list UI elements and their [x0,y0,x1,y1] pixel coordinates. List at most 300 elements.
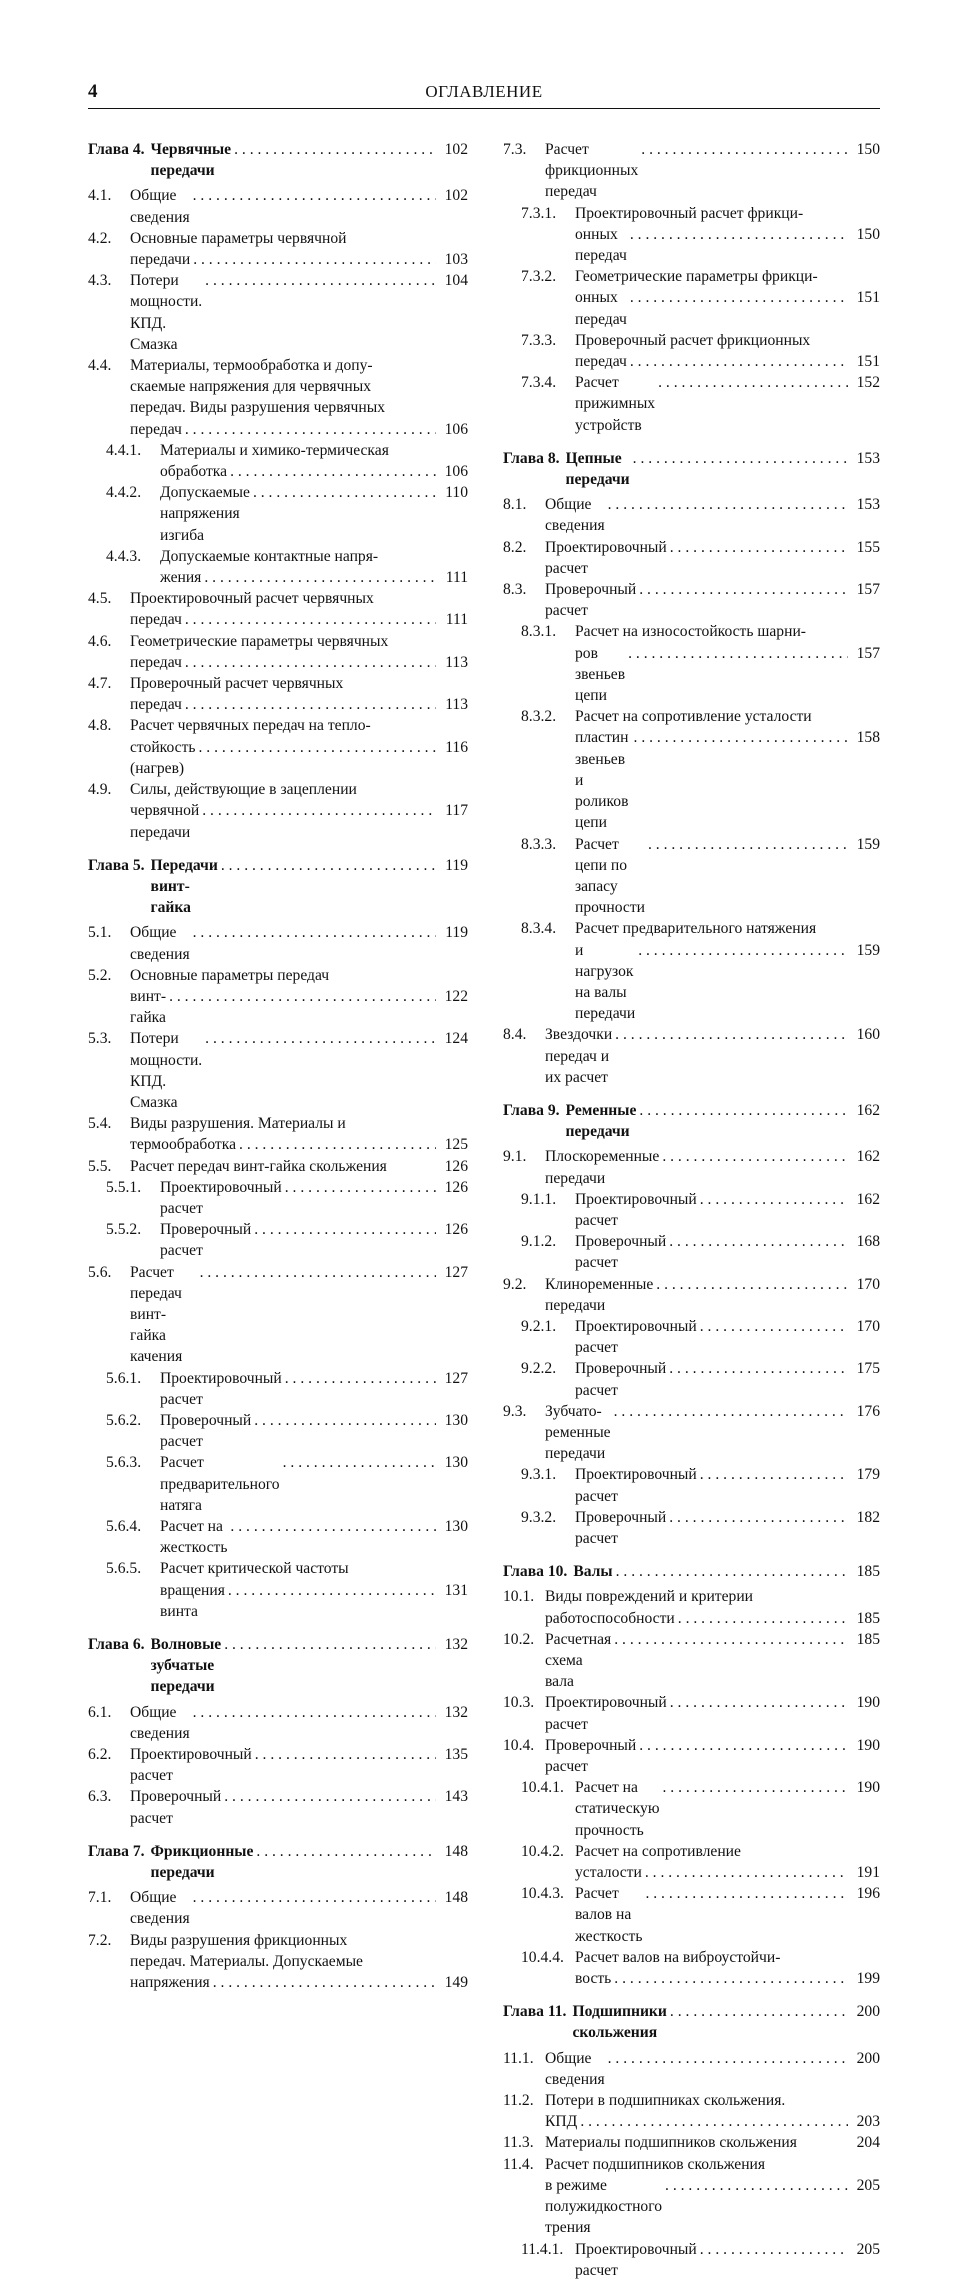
toc-title: вость [575,1970,612,1988]
toc-item[interactable] [503,1883,880,1947]
toc-page-number: 151 [856,353,880,371]
toc-number: 5.4. [88,1115,112,1133]
toc-title: скаемые напряжения для червячных [130,378,372,396]
toc-item[interactable] [503,1146,880,1188]
dot-leader [633,448,848,469]
dot-leader [224,1634,436,1655]
toc-title: передач [130,653,182,671]
toc-item[interactable] [503,1841,880,1883]
dot-leader [200,1262,436,1283]
toc-item[interactable] [88,779,468,843]
toc-page-number: 185 [856,1563,880,1581]
toc-number: 11.1. [503,2049,534,2067]
dot-leader [634,727,848,748]
toc-page-number: 111 [445,611,468,629]
toc-title: Проектировочный расчет [130,1746,256,1785]
toc-item[interactable] [503,1507,880,1549]
dot-leader [639,1735,848,1756]
toc-page-number: 157 [856,581,880,599]
toc-title: жения [160,569,202,587]
toc-number: 9.2. [503,1275,527,1293]
toc-title: Общие сведения [545,2049,605,2088]
toc-title: Общие сведения [130,1889,190,1928]
toc-page-number: 162 [856,1148,880,1166]
toc-item[interactable] [503,918,880,1024]
dot-leader [638,940,848,961]
toc-title: усталости [575,1864,642,1882]
toc-item[interactable] [88,270,468,355]
dot-leader [224,1786,436,1807]
dot-leader [580,2111,848,2132]
toc-item[interactable] [88,1156,468,1177]
toc-number: 4.8. [88,717,112,735]
toc-page-number: 191 [856,1864,880,1882]
toc-title: Плоскоременные передачи [545,1148,664,1187]
toc-number: 5.5.1. [106,1178,142,1196]
toc-title: Проектировочный расчет [545,1694,671,1733]
toc-title: Проектировочный расчет [160,1178,286,1217]
toc-title: Зубчато-ременные передачи [545,1402,615,1463]
toc-item[interactable] [88,1786,468,1828]
toc-number: 4.4.2. [106,484,142,502]
toc-title: ров звеньев цепи [575,644,629,705]
toc-number: 8.2. [503,538,527,556]
dot-leader [630,351,848,372]
toc-title: передач. Материалы. Допускаемые [130,1952,363,1970]
toc-number: 10.4.4. [521,1948,564,1966]
toc-title: Клиноременные передачи [545,1275,658,1314]
toc-chapter[interactable] [503,2001,880,2043]
toc-item[interactable] [503,1189,880,1231]
toc-item[interactable] [88,1113,468,1155]
toc-item[interactable] [503,621,880,706]
toc-page-number: 175 [856,1360,880,1378]
toc-item[interactable] [88,1262,468,1368]
toc-item[interactable] [88,482,468,546]
toc-page-number: 106 [444,463,468,481]
dot-leader [639,579,848,600]
toc-item[interactable] [88,185,468,227]
toc-page-number: 152 [856,374,880,392]
toc-title: Проектировочный расчет [575,1317,701,1357]
toc-number: 7.3.2. [521,268,557,286]
toc-item[interactable] [88,1744,468,1786]
toc-title: Проверочный расчет фрикционных [575,331,811,349]
toc-page-number: 199 [856,1970,880,1988]
dot-leader [256,1841,436,1862]
dot-leader [185,652,436,673]
toc-item[interactable] [88,631,468,673]
toc-title: напряжения [130,1974,210,1992]
dot-leader [670,1692,848,1713]
toc-page-number: 119 [445,856,468,874]
toc-item[interactable] [88,1219,468,1261]
dot-leader [169,986,436,1007]
dot-leader [616,1561,848,1582]
dot-leader [614,1401,848,1422]
toc-page-number: 127 [444,1369,468,1387]
toc-number: Глава 6. [88,1636,145,1654]
toc-title: обработка [160,463,228,481]
dot-leader [255,1744,436,1765]
dot-leader [193,249,436,270]
toc-page-number: 162 [856,1190,880,1208]
toc-item[interactable] [88,1558,468,1622]
toc-item[interactable] [503,2154,880,2239]
dot-leader [665,2175,848,2196]
toc-number: Глава 10. [503,1563,568,1581]
toc-item[interactable] [503,1024,880,1088]
toc-item[interactable] [88,546,468,588]
toc-chapter[interactable] [88,1634,468,1698]
toc-number: 7.2. [88,1931,112,1949]
toc-title: Допускаемые контактные напря- [160,547,379,565]
toc-page-number: 170 [856,1275,880,1293]
toc-column-right [503,139,880,2281]
toc-column-left [88,139,468,1993]
toc-title: Общие сведения [130,187,190,226]
dot-leader [608,494,848,515]
toc-title: Проектировочный расчет [575,1466,701,1505]
toc-item[interactable] [88,1516,468,1558]
toc-item[interactable] [503,579,880,621]
toc-title: онных передач [575,289,627,328]
page-number: 4 [88,81,98,102]
toc-page-number: 131 [444,1581,468,1599]
toc-page-number: 104 [444,272,468,290]
toc-title: Виды разрушения фрикционных [130,1931,348,1949]
dot-leader [614,1629,848,1650]
toc-item[interactable] [88,922,468,964]
toc-item[interactable] [503,2239,880,2281]
toc-title: Расчет предварительного натяжения [575,920,817,938]
toc-page-number: 113 [445,696,468,714]
toc-title: Волновые зубчатые передачи [150,1636,226,1696]
toc-page-number: 125 [444,1136,468,1154]
toc-title: Расчет прижимных устройств [575,374,659,434]
toc-title: Расчет на сопротивление [575,1842,741,1860]
toc-number: 8.4. [503,1026,527,1044]
toc-item[interactable] [503,266,880,330]
toc-number: 6.2. [88,1746,112,1764]
toc-title: Проверочный расчет [575,1508,671,1547]
toc-page-number: 130 [444,1518,468,1535]
chapter-gap [503,1549,880,1561]
toc-number: 4.9. [88,781,112,799]
toc-number: 4.4. [88,357,112,375]
dot-leader [221,855,436,876]
toc-number: 9.3. [503,1402,527,1420]
dot-leader [645,1862,848,1883]
toc-number: 5.6. [88,1263,112,1281]
toc-item[interactable] [88,1930,468,1994]
toc-item[interactable] [88,1028,468,1113]
toc-item[interactable] [503,494,880,536]
toc-page-number: 126 [444,1221,468,1239]
toc-title: Общие сведения [130,1703,190,1742]
toc-page-number: 170 [856,1317,880,1335]
dot-leader [656,1274,848,1295]
toc-title: Потери мощности. КПД. Смазка [130,272,207,353]
toc-item[interactable] [503,1358,880,1400]
toc-number: 7.3. [503,141,527,158]
toc-number: Глава 5. [88,856,145,874]
toc-title: Проверочный расчет [545,1736,641,1776]
toc-item[interactable] [88,965,468,1029]
dot-leader [700,1464,848,1485]
dot-leader [670,537,848,558]
toc-number: 10.4.1. [521,1779,564,1797]
toc-title: в режиме полужидкостного трения [545,2176,666,2237]
toc-number: 7.1. [88,1889,112,1907]
toc-title: Проектировочный расчет фрикци- [575,204,804,222]
dot-leader [254,1219,436,1240]
toc-number: 10.2. [503,1630,535,1648]
toc-title: Общие сведения [130,924,190,963]
dot-leader [204,567,436,588]
toc-number: 4.6. [88,632,112,650]
toc-item[interactable] [88,440,468,482]
dot-leader [185,419,436,440]
chapter-gap [503,1989,880,2001]
toc-page-number: 203 [856,2113,880,2131]
dot-leader [628,643,848,664]
toc-title: Проектировочный расчет [160,1369,286,1408]
dot-leader [669,1231,848,1252]
toc-page-number: 126 [444,1157,468,1175]
toc-page-number: 157 [856,644,880,662]
toc-chapter[interactable] [503,448,880,490]
toc-number: 10.1. [503,1588,535,1606]
toc-page-number: 158 [856,729,880,747]
toc-number: 4.3. [88,272,112,290]
toc-title: Расчет фрикционных передач [545,141,643,201]
toc-item[interactable] [503,2090,880,2132]
toc-number: 9.2.1. [521,1317,557,1335]
toc-item[interactable] [503,1274,880,1316]
toc-item[interactable] [88,1702,468,1744]
toc-title: Расчет критической частоты [160,1560,349,1578]
dot-leader [193,922,436,943]
toc-page-number: 176 [856,1402,880,1420]
toc-item[interactable] [503,372,880,436]
dot-leader [614,1968,848,1989]
chapter-gap [503,1088,880,1100]
chapter-gap [88,843,468,855]
dot-leader [230,461,436,482]
toc-title: Расчет на жесткость [160,1518,228,1557]
dot-leader [700,1189,848,1210]
dot-leader [608,2048,848,2069]
toc-page-number: 200 [856,2049,880,2067]
toc-item[interactable] [88,1452,468,1516]
dot-leader [669,1358,848,1379]
toc-number: 8.3.1. [521,623,557,641]
toc-number: 5.6.1. [106,1369,142,1387]
toc-item[interactable] [503,1231,880,1273]
toc-item[interactable] [88,1368,468,1410]
toc-title: Расчет на износостойкость шарни- [575,623,806,641]
toc-page-number: 200 [856,2003,880,2021]
toc-item[interactable] [503,1464,880,1506]
toc-page-number: 148 [444,1842,468,1860]
toc-title: Ременные передачи [565,1101,641,1141]
toc-number: 8.3.3. [521,835,557,853]
toc-number: 4.7. [88,675,112,693]
toc-item[interactable] [503,1629,880,1693]
toc-title: Виды разрушения. Материалы и [130,1115,346,1133]
toc-title: Проектировочный расчет [575,2240,701,2279]
toc-title: Расчет валов на виброустойчи- [575,1948,781,1966]
toc-page-number: 159 [856,941,880,959]
toc-title: Расчет на статическую прочность [575,1779,664,1839]
toc-title: Проверочный расчет [130,1788,226,1827]
toc-title: и нагрузок на валы передачи [575,941,638,1023]
toc-item[interactable] [503,1777,880,1841]
toc-page-number: 113 [445,653,468,671]
toc-number: 8.3. [503,581,527,599]
toc-number: 7.3.4. [521,374,557,392]
toc-title: Проверочный расчет [160,1411,256,1451]
toc-item[interactable] [503,1401,880,1465]
toc-item[interactable] [88,228,468,270]
toc-item[interactable] [503,330,880,372]
toc-chapter[interactable] [503,1561,880,1582]
toc-chapter[interactable] [88,1841,468,1883]
dot-leader [615,1024,848,1045]
dot-leader [193,1887,436,1908]
toc-number: 8.3.4. [521,920,557,938]
toc-chapter[interactable] [88,855,468,919]
toc-page-number: 190 [856,1736,880,1754]
toc-page-number: 102 [444,141,468,158]
toc-page-number: 130 [444,1411,468,1429]
toc-item[interactable] [88,355,468,440]
toc-title: онных передач [575,225,627,265]
toc-item[interactable] [503,1316,880,1358]
toc-number: 5.6.5. [106,1560,142,1578]
toc-item[interactable] [503,1586,880,1628]
toc-chapter[interactable] [503,1100,880,1142]
toc-page-number: 126 [444,1178,468,1196]
toc-page-number: 132 [444,1636,468,1654]
toc-page-number: 185 [856,1630,880,1648]
toc-number: 5.6.3. [106,1454,142,1472]
toc-title: передачи [130,251,191,269]
toc-title: Геометрические параметры фрикци- [575,268,818,286]
dot-leader [630,287,848,308]
toc-title: Проверочный расчет [160,1221,256,1260]
dot-leader [193,185,436,206]
toc-number: 7.3.1. [521,204,557,222]
toc-title: передач. Виды разрушения червячных [130,399,386,417]
toc-number: 5.5.2. [106,1221,142,1239]
toc-item[interactable] [88,715,468,779]
dot-leader [700,2239,848,2260]
toc-number: 4.1. [88,187,112,205]
dot-leader [641,139,848,160]
toc-page-number: 117 [445,802,468,820]
toc-title: Виды повреждений и критерии [545,1588,754,1606]
chapter-gap [88,1829,468,1841]
toc-item[interactable] [503,1735,880,1777]
toc-item[interactable] [503,537,880,579]
dot-leader [239,1134,436,1155]
toc-item[interactable] [503,1947,880,1989]
toc-item[interactable] [88,1887,468,1929]
dot-leader [639,1100,848,1121]
toc-title: Расчет цепи по запасу прочности [575,835,645,917]
toc-page-number: 204 [856,2134,880,2152]
toc-title: вращения винта [160,1581,229,1620]
toc-item[interactable] [503,203,880,267]
toc-number: 10.3. [503,1694,535,1712]
toc-number: 6.3. [88,1788,112,1806]
toc-title: передач [130,420,182,438]
toc-title: Проверочный расчет [575,1233,671,1272]
page-title: ОГЛАВЛЕНИЕ [425,82,543,101]
toc-number: 11.4.1. [521,2240,564,2258]
toc-title: Проверочный расчет [545,581,641,620]
toc-page-number: 162 [856,1101,880,1119]
toc-title: передач [130,696,182,714]
dot-leader [658,372,848,393]
toc-title: Валы [573,1563,613,1581]
toc-item[interactable] [88,1410,468,1452]
toc-item[interactable] [88,673,468,715]
toc-page-number: 153 [856,496,880,514]
toc-title: Расчет на сопротивление усталости [575,708,812,726]
dot-leader [645,1883,848,1904]
toc-page-number: 135 [444,1746,468,1764]
toc-number: 8.3.2. [521,708,557,726]
toc-title: Расчет подшипников скольжения [545,2155,766,2173]
toc-title: Звездочки передач и их расчет [545,1026,617,1086]
toc-number: 4.2. [88,229,112,247]
dot-leader [185,609,436,630]
toc-page-number: 127 [444,1263,468,1281]
toc-page-number: 179 [856,1466,880,1484]
toc-chapter[interactable] [88,139,468,181]
dot-leader [199,737,437,758]
toc-title: передач [575,353,627,371]
toc-item[interactable] [88,1177,468,1219]
toc-number: Глава 9. [503,1101,560,1119]
toc-page-number: 205 [856,2176,880,2194]
toc-item[interactable] [503,706,880,833]
toc-number: 6.1. [88,1703,112,1721]
toc-item[interactable] [503,2132,880,2153]
toc-item[interactable] [503,2048,880,2090]
toc-title: червячной передачи [130,802,204,841]
toc-page-number: 182 [856,1508,880,1526]
toc-page-number: 103 [444,251,468,269]
toc-page-number: 130 [444,1454,468,1472]
toc-title: Проектировочный расчет червячных [130,590,374,608]
toc-title: Материалы, термообработка и допу- [130,357,373,375]
toc-title: Допускаемые напряжения изгиба [160,484,254,544]
toc-item[interactable] [88,588,468,630]
toc-page-number: 155 [856,538,880,556]
toc-item[interactable] [503,834,880,919]
toc-item[interactable] [503,139,880,203]
toc-title: Передачи винт-гайка [150,856,222,917]
toc-number: 10.4. [503,1736,535,1754]
toc-title: Расчетная схема вала [545,1630,616,1691]
toc-item[interactable] [503,1692,880,1734]
dot-leader [205,1028,436,1049]
toc-page-number: 106 [444,420,468,438]
